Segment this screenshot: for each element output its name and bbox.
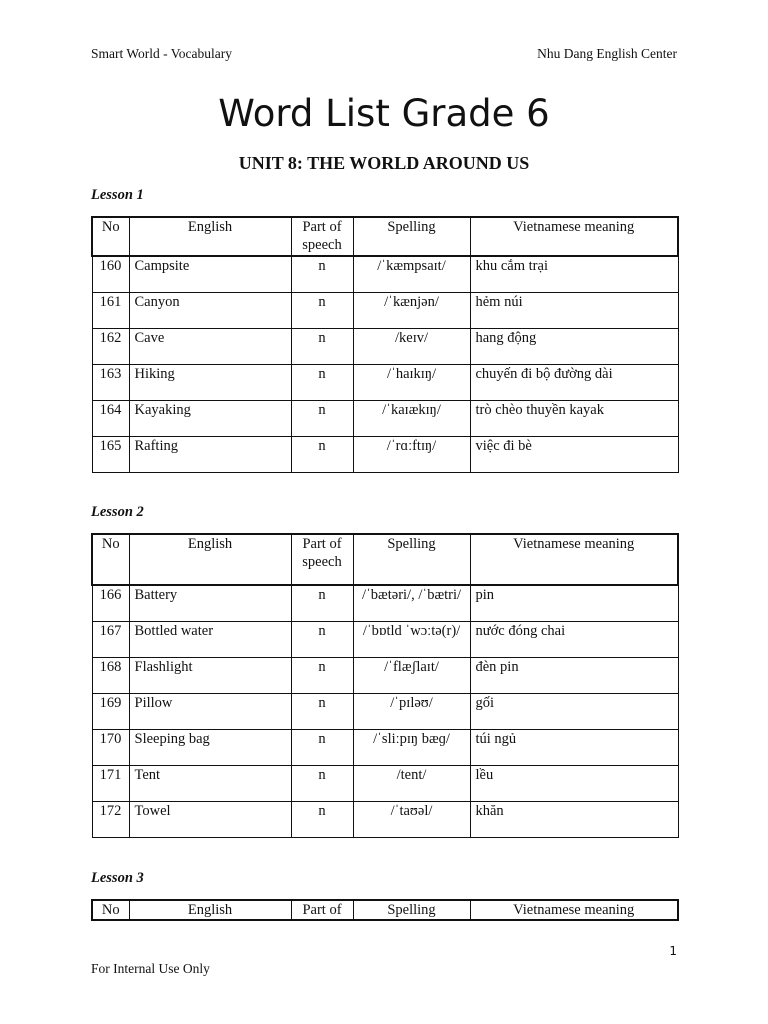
table-row: [92, 729, 678, 765]
vietnamese-meaning: túi ngủ: [470, 729, 678, 765]
lesson-2-table: [91, 533, 679, 838]
vietnamese-meaning: việc đi bè: [470, 436, 678, 472]
phonetic-spelling: /ˈkæmpsaɪt/: [353, 256, 470, 292]
word-number: 170: [92, 729, 129, 765]
english-word: Hiking: [129, 364, 291, 400]
table-row: [92, 801, 678, 837]
word-number: 160: [92, 256, 129, 292]
lesson-2-label: Lesson 2: [91, 504, 144, 520]
phonetic-spelling: /ˈpɪləʊ/: [353, 693, 470, 729]
phonetic-spelling: /ˈbætəri/, /ˈbætri/: [353, 585, 470, 621]
phonetic-spelling: /keɪv/: [353, 328, 470, 364]
vietnamese-meaning: hẻm núi: [470, 292, 678, 328]
running-header-right: Nhu Dang English Center: [537, 46, 677, 61]
table-row: [92, 657, 678, 693]
part-of-speech: n: [291, 657, 353, 693]
word-number: 164: [92, 400, 129, 436]
phonetic-spelling: /ˈkaɪækɪŋ/: [353, 400, 470, 436]
part-of-speech: n: [291, 585, 353, 621]
word-number: 167: [92, 621, 129, 657]
english-word: Campsite: [129, 256, 291, 292]
page-title: Word List Grade 6: [218, 92, 550, 135]
english-word: Rafting: [129, 436, 291, 472]
vietnamese-meaning: khu cắm trại: [470, 256, 678, 292]
phonetic-spelling: /ˈrɑːftɪŋ/: [353, 436, 470, 472]
vietnamese-meaning: lều: [470, 765, 678, 801]
phonetic-spelling: /ˈkænjən/: [353, 292, 470, 328]
col-part-of-speech: Part of speech: [291, 534, 353, 585]
col-no: No: [92, 534, 129, 585]
lesson-3-label: Lesson 3: [91, 870, 144, 886]
phonetic-spelling: /ˈsliːpɪŋ bæɡ/: [353, 729, 470, 765]
table-row: [92, 436, 678, 472]
col-no: No: [92, 217, 129, 256]
word-number: 168: [92, 657, 129, 693]
part-of-speech: n: [291, 729, 353, 765]
page-number: 1: [669, 944, 677, 958]
part-of-speech: n: [291, 328, 353, 364]
table-row: [92, 364, 678, 400]
phonetic-spelling: /ˈhaɪkɪŋ/: [353, 364, 470, 400]
col-english: English: [129, 217, 291, 256]
phonetic-spelling: /tent/: [353, 765, 470, 801]
part-of-speech: n: [291, 256, 353, 292]
phonetic-spelling: /ˈtaʊəl/: [353, 801, 470, 837]
english-word: Pillow: [129, 693, 291, 729]
table-row: [92, 765, 678, 801]
table-header-row: [92, 217, 678, 256]
part-of-speech: n: [291, 765, 353, 801]
col-spelling: Spelling: [353, 900, 470, 920]
lesson-1-label: Lesson 1: [91, 187, 144, 203]
word-number: 169: [92, 693, 129, 729]
vietnamese-meaning: chuyến đi bộ đường dài: [470, 364, 678, 400]
english-word: Cave: [129, 328, 291, 364]
col-english: English: [129, 534, 291, 585]
table-row: [92, 621, 678, 657]
table-row: [92, 328, 678, 364]
vietnamese-meaning: nước đóng chai: [470, 621, 678, 657]
col-spelling: Spelling: [353, 217, 470, 256]
english-word: Towel: [129, 801, 291, 837]
word-number: 172: [92, 801, 129, 837]
word-number: 171: [92, 765, 129, 801]
part-of-speech: n: [291, 436, 353, 472]
table-row: [92, 400, 678, 436]
vietnamese-meaning: khăn: [470, 801, 678, 837]
table-header-row: [92, 900, 678, 920]
word-number: 163: [92, 364, 129, 400]
word-number: 165: [92, 436, 129, 472]
phonetic-spelling: /ˈbɒtld ˈwɔːtə(r)/: [353, 621, 470, 657]
english-word: Sleeping bag: [129, 729, 291, 765]
lesson-1-table: [91, 216, 679, 473]
col-part-of-speech: Part of speech: [291, 217, 353, 256]
col-english: English: [129, 900, 291, 920]
english-word: Bottled water: [129, 621, 291, 657]
phonetic-spelling: /ˈflæʃlaɪt/: [353, 657, 470, 693]
footer-note: For Internal Use Only: [91, 961, 210, 976]
col-vietnamese: Vietnamese meaning: [470, 534, 678, 585]
vietnamese-meaning: hang động: [470, 328, 678, 364]
col-part-of-speech: Part of: [291, 900, 353, 920]
part-of-speech: n: [291, 621, 353, 657]
word-number: 162: [92, 328, 129, 364]
lesson-3-table: [91, 899, 679, 921]
part-of-speech: n: [291, 400, 353, 436]
english-word: Battery: [129, 585, 291, 621]
table-row: [92, 292, 678, 328]
word-number: 161: [92, 292, 129, 328]
english-word: Canyon: [129, 292, 291, 328]
col-vietnamese: Vietnamese meaning: [470, 900, 678, 920]
col-no: No: [92, 900, 129, 920]
col-spelling: Spelling: [353, 534, 470, 585]
vietnamese-meaning: trò chèo thuyền kayak: [470, 400, 678, 436]
table-header-row: [92, 534, 678, 585]
vietnamese-meaning: gối: [470, 693, 678, 729]
col-vietnamese: Vietnamese meaning: [470, 217, 678, 256]
table-row: [92, 256, 678, 292]
english-word: Kayaking: [129, 400, 291, 436]
english-word: Tent: [129, 765, 291, 801]
word-number: 166: [92, 585, 129, 621]
table-row: [92, 693, 678, 729]
part-of-speech: n: [291, 364, 353, 400]
running-header-left: Smart World - Vocabulary: [91, 46, 233, 61]
part-of-speech: n: [291, 801, 353, 837]
part-of-speech: n: [291, 292, 353, 328]
table-row: [92, 585, 678, 621]
vietnamese-meaning: pin: [470, 585, 678, 621]
english-word: Flashlight: [129, 657, 291, 693]
part-of-speech: n: [291, 693, 353, 729]
vietnamese-meaning: đèn pin: [470, 657, 678, 693]
unit-heading: UNIT 8: THE WORLD AROUND US: [238, 153, 530, 173]
